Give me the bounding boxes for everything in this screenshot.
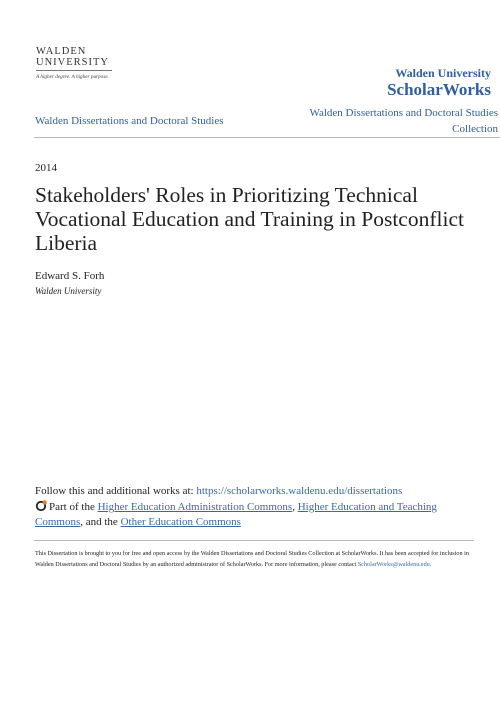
author-affiliation: Walden University <box>35 286 102 296</box>
part-of-sep1: , <box>292 501 298 513</box>
logo-divider <box>36 70 112 71</box>
walden-logo <box>36 46 126 80</box>
scholarworks-name: ScholarWorks <box>387 80 491 99</box>
part-of-line <box>35 500 475 530</box>
other-education-commons-link[interactable]: Other Education Commons <box>120 516 241 528</box>
breadcrumb-right-line1: Walden Dissertations and Doctoral Studies <box>309 107 498 119</box>
higher-education-teaching-commons-link[interactable]: Higher Education and Teaching Commons <box>35 501 437 528</box>
author-name: Edward S. Forh <box>35 270 105 282</box>
breadcrumb-collection-full[interactable] <box>309 105 498 137</box>
dissertations-url-link[interactable]: https://scholarworks.waldenu.edu/dissertations <box>196 485 403 497</box>
higher-education-administration-commons-link[interactable]: Higher Education Administration Commons <box>97 501 293 513</box>
footer-divider <box>34 540 474 541</box>
access-notice <box>35 548 480 570</box>
notice-text: This Dissertation is brought to you for free and open access by the Walden Dissertations and Doctoral Studies Collection at ScholarWorks. It has been accepted for inclusion in Walden Dissertations and Doctoral Studies by an authorized administrator of ScholarWorks. For more information, please contact <box>35 550 469 568</box>
logo-line2: UNIVERSITY <box>36 57 109 68</box>
part-of-prefix: Part of the <box>49 501 98 513</box>
follow-prefix: Follow this and additional works at: <box>35 485 197 497</box>
logo-tagline: A higher degree. A higher purpose. <box>36 74 109 80</box>
logo-line1: WALDEN <box>36 46 87 57</box>
part-of-sep2: , and the <box>80 516 121 528</box>
scholarworks-branding[interactable] <box>387 66 491 100</box>
header-divider <box>34 137 500 138</box>
contact-email-link[interactable]: ScholarWorks@waldenu.edu <box>357 561 430 568</box>
breadcrumb-right-line2: Collection <box>452 123 498 135</box>
publication-year: 2014 <box>35 162 57 174</box>
scholarworks-university: Walden University <box>395 66 491 80</box>
network-commons-icon <box>35 500 47 512</box>
notice-suffix: . <box>429 561 432 568</box>
follow-line <box>35 484 475 498</box>
document-title: Stakeholders' Roles in Prioritizing Technical Vocational Education and Training in Postconflict Liberia <box>35 183 464 255</box>
breadcrumb-collection[interactable]: Walden Dissertations and Doctoral Studies <box>35 115 224 127</box>
